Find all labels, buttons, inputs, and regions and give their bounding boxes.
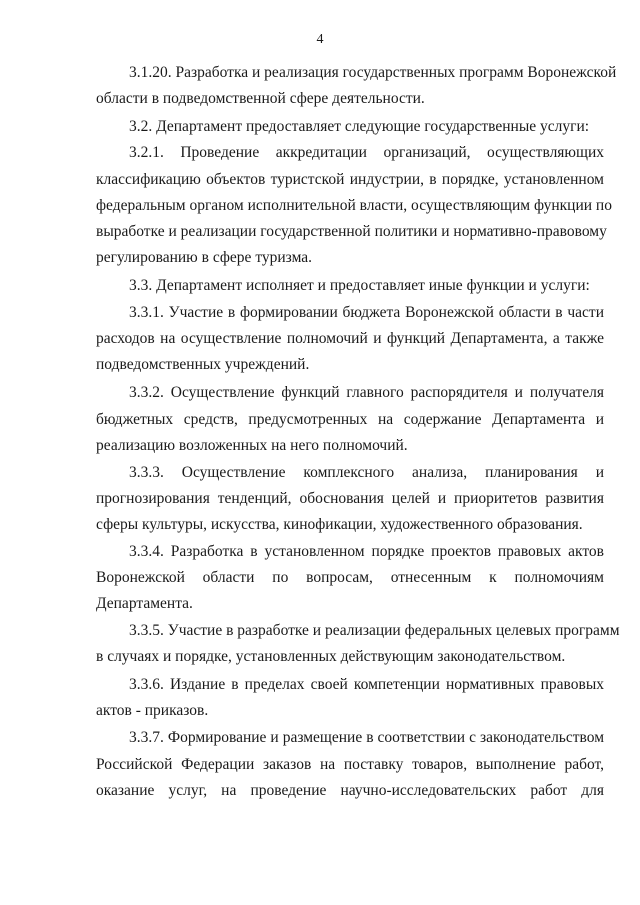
line-3-2-1-d: выработке и реализации государственной политики и нормативно-правовому [96,223,607,240]
line-3-3-3-c: сферы культуры, искусства, кинофикации, художественного образования. [96,516,583,533]
line-3-2-1-e: регулированию в сфере туризма. [96,249,313,266]
line-3-1-20-a: 3.1.20. Разработка и реализация государственных программ Воронежской [129,64,617,81]
line-3-2-1-b: классификацию объектов туристской индустрии, в порядке, установленном [96,171,604,188]
line-3-3-2-b: бюджетных средств, предусмотренных на содержание Департамента и [96,411,604,428]
line-3-2-1-c: федеральным органом исполнительной власти, осуществляющим функции по [96,197,612,214]
line-3-3-4-a: 3.3.4. Разработка в установленном порядке проектов правовых актов [129,543,604,560]
line-3-3-1-b: расходов на осуществление полномочий и функций Департамента, а также [96,330,604,347]
line-3-1-20-b: области в подведомственной сфере деятельности. [96,90,425,107]
line-3-3-1-a: 3.3.1. Участие в формировании бюджета Воронежской области в части [129,304,604,321]
line-3-3-7-c: оказание услуг, на проведение научно-исследовательских работ для [96,782,604,799]
line-3-3-3-b: прогнозирования тенденций, обоснования целей и приоритетов развития [96,490,604,507]
line-3-2-1-a: 3.2.1. Проведение аккредитации организаций, осуществляющих [129,144,604,161]
line-3-3-2-a: 3.3.2. Осуществление функций главного распорядителя и получателя [129,384,604,401]
line-3-3-2-c: реализацию возложенных на него полномочий. [96,437,408,454]
line-3-3: 3.3. Департамент исполняет и предоставляет иные функции и услуги: [129,277,590,294]
line-3-3-1-c: подведомственных учреждений. [96,356,310,373]
line-3-3-7-a: 3.3.7. Формирование и размещение в соответствии с законодательством [129,729,604,746]
line-3-3-4-c: Департамента. [96,595,193,612]
line-3-3-3-a: 3.3.3. Осуществление комплексного анализа, планирования и [129,464,604,481]
line-3-3-6-b: актов - приказов. [96,702,209,719]
line-3-3-5-b: в случаях и порядке, установленных действующим законодательством. [96,648,566,665]
line-3-3-4-b: Воронежской области по вопросам, отнесенным к полномочиям [96,569,604,586]
line-3-2: 3.2. Департамент предоставляет следующие государственные услуги: [129,118,590,135]
page-number: 4 [316,32,324,47]
line-3-3-7-b: Российской Федерации заказов на поставку товаров, выполнение работ, [96,756,604,773]
line-3-3-6-a: 3.3.6. Издание в пределах своей компетенции нормативных правовых [129,676,604,693]
line-3-3-5-a: 3.3.5. Участие в разработке и реализации федеральных целевых программ [129,622,620,639]
